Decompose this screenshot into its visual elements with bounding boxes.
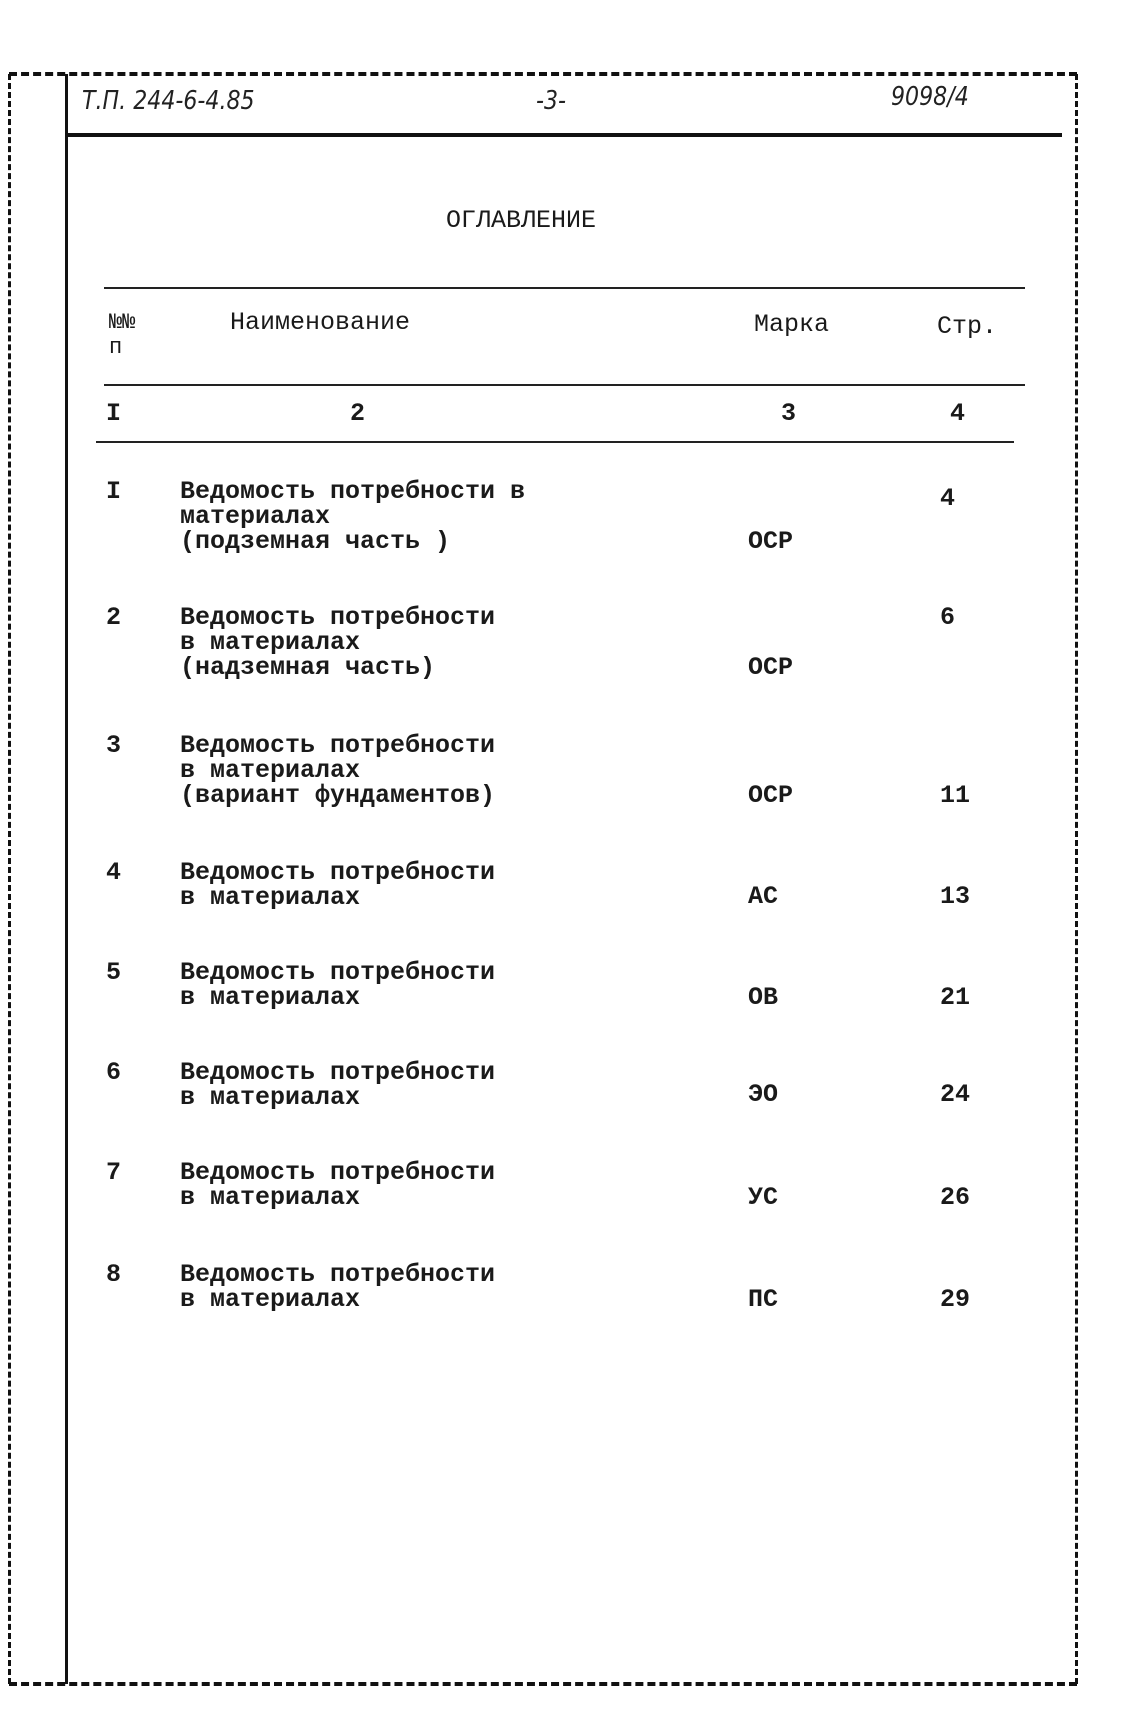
row-page: 24	[940, 1080, 971, 1109]
row-name-line: Ведомость потребности	[180, 1058, 496, 1087]
row-name-line: в материалах	[180, 1083, 361, 1112]
frame-inner-left-line	[65, 74, 68, 1684]
row-page: 13	[940, 882, 971, 911]
row-number: 2	[106, 603, 122, 632]
row-name-line: Ведомость потребности	[180, 1158, 496, 1187]
row-mark: ОСР	[748, 653, 794, 682]
row-name-line: в материалах	[180, 756, 361, 785]
row-number: 3	[106, 731, 122, 760]
row-name-line: Ведомость потребности	[180, 958, 496, 987]
row-name-line: Ведомость потребности	[180, 1260, 496, 1289]
table-header-line	[104, 384, 1025, 386]
row-name-line: Ведомость потребности	[180, 603, 496, 632]
row-page: 26	[940, 1183, 971, 1212]
row-mark: АС	[748, 882, 779, 911]
row-number: 6	[106, 1058, 122, 1087]
row-name-line: в материалах	[180, 1183, 361, 1212]
row-mark: ОСР	[748, 527, 794, 556]
row-page: 11	[940, 781, 971, 810]
row-mark: ОВ	[748, 983, 779, 1012]
frame-left-border	[8, 74, 11, 1684]
column-number-1: I	[106, 399, 122, 428]
column-header-number: №№ п	[109, 310, 136, 360]
row-name-line: (подземная часть )	[180, 527, 451, 556]
row-name-line: в материалах	[180, 983, 361, 1012]
frame-right-border	[1075, 74, 1078, 1684]
row-name-line: (надземная часть)	[180, 653, 436, 682]
row-number: 5	[106, 958, 122, 987]
row-mark: ЭО	[748, 1080, 779, 1109]
row-name-line: в материалах	[180, 628, 361, 657]
row-number: 8	[106, 1260, 122, 1289]
column-number-2: 2	[350, 399, 366, 428]
page-title: ОГЛАВЛЕНИЕ	[446, 206, 597, 235]
row-name-line: Ведомость потребности	[180, 858, 496, 887]
row-mark: ПС	[748, 1285, 779, 1314]
table-numbers-line	[96, 441, 1014, 443]
column-header-page: Стр.	[937, 312, 998, 341]
row-name-line: (вариант фундаментов)	[180, 781, 496, 810]
page-number: -3-	[536, 86, 567, 116]
row-name-line: Ведомость потребности	[180, 731, 496, 760]
row-mark: УС	[748, 1183, 779, 1212]
row-name-line: материалах	[180, 502, 331, 531]
column-number-4: 4	[950, 399, 966, 428]
row-page: 29	[940, 1285, 971, 1314]
inventory-number: 9098/4	[891, 82, 969, 112]
header-divider	[66, 133, 1062, 137]
row-number: 7	[106, 1158, 122, 1187]
frame-top-border	[9, 72, 1077, 76]
column-header-name: Наименование	[230, 308, 411, 337]
row-number: I	[106, 477, 122, 506]
table-top-line	[104, 287, 1025, 289]
row-name-line: Ведомость потребности в	[180, 477, 526, 506]
doc-code: Т.П. 244-6-4.85	[82, 86, 255, 116]
frame-bottom-border	[9, 1682, 1077, 1686]
row-mark: ОСР	[748, 781, 794, 810]
row-name-line: в материалах	[180, 883, 361, 912]
column-number-3: 3	[781, 399, 797, 428]
row-number: 4	[106, 858, 122, 887]
row-name-line: в материалах	[180, 1285, 361, 1314]
row-page: 6	[940, 603, 956, 632]
column-header-mark: Марка	[754, 310, 830, 339]
row-page: 21	[940, 983, 971, 1012]
row-page: 4	[940, 484, 956, 513]
